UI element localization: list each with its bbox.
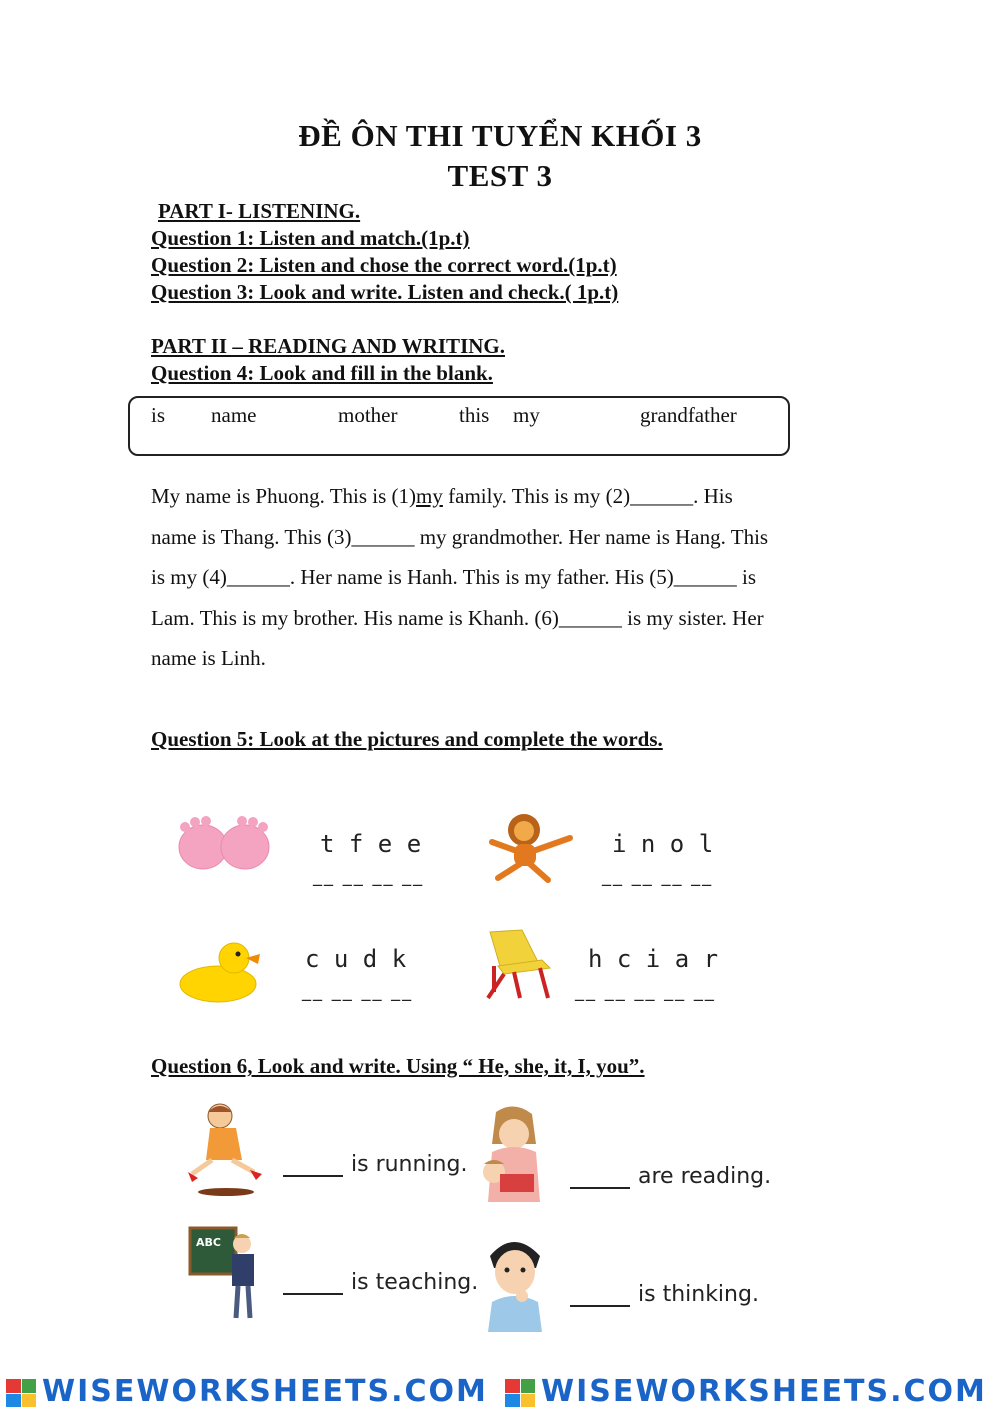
paragraph-line: is my (4)______. Her name is Hanh. This is my father. His (5)______ is: [151, 565, 757, 589]
scrambled-letters: t f e e: [320, 830, 422, 858]
answer-blanks: __ __ __ __ __: [575, 981, 716, 1002]
brand-name[interactable]: WISEWORKSHEETS.COM: [42, 1374, 488, 1409]
answer-blanks: __ __ __ __: [602, 866, 714, 887]
question-2: Question 2: Listen and chose the correct word.(1p.t): [151, 253, 617, 277]
teacher-icon: [188, 1224, 268, 1324]
chair-icon: [480, 926, 560, 1002]
lion-icon: [478, 812, 583, 884]
paragraph-line: My name is Phuong. This is (1)my family. This is my (2)______. His: [151, 484, 733, 508]
paragraph-line: name is Thang. This (3)______ my grandmother. Her name is Hang. This: [151, 524, 769, 549]
sentence-text: are reading.: [638, 1164, 772, 1189]
paragraph-line: name is Linh.: [151, 646, 266, 670]
answer-blank[interactable]: [283, 1153, 343, 1177]
brand-logo-icon: [505, 1379, 535, 1407]
brand-logo-icon: [6, 1379, 36, 1407]
part1-heading: PART I- LISTENING.: [158, 199, 361, 223]
sentence-text: is running.: [351, 1152, 468, 1177]
word-bank-item: this: [459, 403, 490, 427]
word-bank-item: grandfather: [640, 403, 737, 427]
sentence-text: is teaching.: [351, 1270, 479, 1295]
paragraph-line: Lam. This is my brother. His name is Khanh. (6)______ is my sister. Her: [151, 605, 764, 630]
answer-line-2: [570, 1164, 771, 1189]
page-subtitle: TEST 3: [447, 158, 553, 193]
example-answer: my: [416, 484, 443, 508]
answer-line-3: [283, 1270, 478, 1295]
brand-name[interactable]: WISEWORKSHEETS.COM: [541, 1374, 987, 1409]
scrambled-letters: c u d k: [305, 945, 407, 973]
page-title: ĐỀ ÔN THI TUYỂN KHỐI 3: [298, 118, 702, 153]
scrambled-letters: h c i a r: [588, 945, 719, 973]
feet-icon: [175, 815, 275, 877]
question-4: Question 4: Look and fill in the blank.: [151, 361, 493, 385]
answer-blank[interactable]: [283, 1271, 343, 1295]
question-3: Question 3: Look and write. Listen and check.( 1p.t): [151, 280, 619, 304]
answer-line-1: [283, 1152, 467, 1177]
question-6: Question 6, Look and write. Using “ He, she, it, I, you”.: [151, 1054, 645, 1078]
sentence-text: is thinking.: [638, 1282, 759, 1307]
mother-reading-icon: [474, 1104, 554, 1204]
word-bank-item: mother: [338, 403, 398, 427]
word-bank-item: name: [211, 403, 257, 427]
running-girl-icon: [184, 1100, 268, 1198]
footer-brand-bar: [0, 1373, 1000, 1413]
answer-blanks: __ __ __ __: [313, 866, 425, 887]
word-bank-item: my: [513, 403, 540, 427]
answer-line-4: [570, 1282, 759, 1307]
answer-blanks: __ __ __ __: [302, 981, 414, 1002]
question-5: Question 5: Look at the pictures and complete the words.: [151, 727, 663, 751]
thinking-boy-icon: [484, 1234, 546, 1332]
duck-icon: [178, 940, 263, 1004]
scrambled-letters: i n o l: [612, 830, 714, 858]
answer-blank[interactable]: [570, 1165, 630, 1189]
answer-blank[interactable]: [570, 1283, 630, 1307]
part2-heading: PART II – READING AND WRITING.: [151, 334, 505, 358]
question-1: Question 1: Listen and match.(1p.t): [151, 226, 470, 250]
word-bank-item: is: [151, 403, 166, 427]
board-text: ABC: [196, 1236, 221, 1249]
reading-paragraph: [151, 476, 871, 679]
